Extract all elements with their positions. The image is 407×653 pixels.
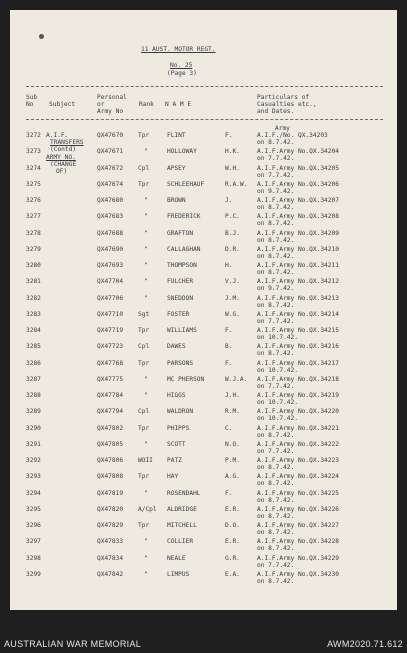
row-sub-no: 3288 [26, 392, 41, 399]
row-initials: E.R. [225, 505, 240, 513]
row-particulars-date: on 8.7.42. [257, 301, 295, 309]
subject-note-contd: (Contd) [50, 146, 77, 153]
row-initials: B. [225, 343, 233, 351]
row-sub-no: 3298 [26, 554, 41, 562]
row-particulars-date: on 8.7.42. [257, 464, 295, 471]
row-initials: R.A.W. [225, 180, 248, 188]
row-particulars-date: on 8.7.42. [257, 220, 295, 228]
row-rank: " [144, 262, 148, 269]
row-particulars: A.I.F.Army No.QX.34230 [257, 570, 339, 578]
row-surname: WILLIAMS [167, 327, 197, 334]
col-sub-label-1: Sub [26, 94, 38, 101]
row-particulars-date: on 10.7.42. [257, 366, 298, 374]
page-indicator: (Page 3) [167, 70, 197, 77]
col-army-label-1: Personal [97, 94, 127, 101]
row-surname: LIMPUS [167, 570, 190, 578]
subject-note-of: OF) [56, 168, 68, 175]
row-rank: Tpr [138, 473, 150, 481]
row-surname: THOMPSON [167, 262, 197, 269]
row-surname: HIGGS [167, 392, 186, 399]
row-rank: Tpr [138, 359, 150, 367]
row-army-no: QX47683 [97, 213, 124, 221]
row-army-no: QX47723 [97, 343, 124, 351]
row-particulars: A.I.F.Army No.QX.34215 [257, 327, 339, 334]
header-rule-bottom [26, 119, 383, 120]
row-initials: H. [225, 262, 233, 269]
row-rank: " [144, 440, 148, 448]
row-particulars: A.I.F.Army No.QX.34206 [257, 180, 339, 188]
row-particulars: A.I.F.Army No.QX.34207 [257, 197, 339, 204]
row-initials: J. [225, 197, 233, 204]
row-initials: F. [225, 327, 233, 334]
row-rank: Tpr [138, 132, 150, 139]
row-sub-no: 3293 [26, 473, 41, 481]
row-rank: Tpr [138, 522, 150, 529]
col-rank-label: Rank [139, 101, 154, 108]
row-surname: DAWES [167, 343, 186, 351]
row-particulars-date: on 10.7.42. [257, 334, 298, 341]
row-sub-no: 3292 [26, 457, 41, 464]
row-initials: F. [225, 359, 233, 367]
row-sub-no: 3282 [26, 294, 41, 302]
row-particulars-date: on 7.7.42. [257, 447, 295, 455]
row-particulars-date: on 8.7.42. [257, 480, 295, 488]
row-particulars-date: on 8.7.42. [257, 236, 295, 244]
row-rank: " [144, 392, 148, 399]
subject-note-change: (CHANGE [50, 161, 77, 168]
footer-accession-number: AWM2020.71.612 [327, 639, 403, 649]
row-particulars-date: on 8.7.42. [257, 139, 295, 146]
row-initials: F. [225, 132, 233, 139]
row-surname: FLINT [167, 132, 186, 139]
col-sub-label-2: No [26, 101, 34, 108]
row-surname: CALLAGHAN [167, 245, 201, 253]
row-army-no: QX47802 [97, 424, 124, 432]
row-sub-no: 3291 [26, 440, 41, 448]
row-sub-no: 3274 [26, 164, 41, 172]
document-sheet [10, 10, 397, 610]
col-name-label: N A M E [165, 101, 192, 108]
row-army-no: QX47670 [97, 132, 124, 139]
row-army-no: QX47671 [97, 148, 124, 156]
row-army-no: QX47819 [97, 489, 124, 497]
row-sub-no: 3299 [26, 570, 41, 578]
row-sub-no: 3278 [26, 229, 41, 237]
row-rank: " [144, 538, 148, 546]
row-army-no: QX47719 [97, 327, 124, 334]
row-initials: B.J. [225, 229, 240, 237]
row-particulars: A.I.F.Army No.QX.34204 [257, 148, 339, 156]
row-sub-no: 3272 [26, 132, 41, 139]
row-rank: Tpr [138, 327, 150, 334]
row-particulars: A.I.F.Army No.QX.34225 [257, 489, 339, 497]
row-army-no: QX47672 [97, 164, 124, 172]
row-surname: GRAFTON [167, 229, 194, 237]
row-sub-no: 3294 [26, 489, 41, 497]
row-army-no: QX47829 [97, 522, 124, 529]
row-rank: " [144, 554, 148, 562]
footer-institution: AUSTRALIAN WAR MEMORIAL [4, 639, 142, 649]
row-rank: " [144, 278, 148, 286]
row-rank: Tpr [138, 180, 150, 188]
row-surname: PARSONS [167, 359, 194, 367]
row-sub-no: 3285 [26, 343, 41, 351]
row-initials: D.R. [225, 245, 240, 253]
row-particulars-date: on 7.7.42. [257, 317, 295, 325]
row-army-no: QX47806 [97, 457, 124, 464]
row-particulars: A.I.F.Army No.QX.34226 [257, 505, 339, 513]
row-rank: Cpl [138, 343, 150, 351]
row-particulars: A.I.F.Army No.QX.34205 [257, 164, 339, 172]
col-army-label-2: or [97, 101, 105, 108]
row-initials: A.G. [225, 473, 240, 481]
col-subject-label: Subject [49, 101, 76, 108]
row-army-no: QX47834 [97, 554, 124, 562]
row-particulars-date: on 7.7.42. [257, 561, 295, 569]
row-sub-no: 3283 [26, 310, 41, 318]
row-sub-no: 3277 [26, 213, 41, 221]
row-particulars-date: on 7.7.42. [257, 382, 295, 390]
row-army-no: QX47775 [97, 375, 124, 383]
row-particulars: A.I.F.Army No.QX.34220 [257, 408, 339, 416]
army-header-note: Army [275, 125, 290, 132]
row-initials: C. [225, 424, 233, 432]
row-army-no: QX47706 [97, 294, 124, 302]
row-particulars-date: on 10.7.42. [257, 415, 298, 423]
row-particulars: A.I.F.Army No.QX.34214 [257, 310, 339, 318]
row-rank: " [144, 148, 148, 156]
row-surname: BROWN [167, 197, 186, 204]
row-surname: NEALE [167, 554, 186, 562]
row-particulars-date: on 8.7.42. [257, 496, 295, 504]
row-particulars: A.I.F.Army No.QX.34212 [257, 278, 339, 286]
row-particulars: A.I.F./No. QX.34203 [257, 132, 328, 139]
row-particulars: A.I.F.Army No.QX.34221 [257, 424, 339, 432]
row-particulars-date: on 8.7.42. [257, 529, 295, 536]
row-rank: " [144, 294, 148, 302]
row-particulars: A.I.F.Army No.QX.34229 [257, 554, 339, 562]
row-particulars-date: on 8.7.42. [257, 204, 295, 211]
subject-note-transfers: TRANSFERS [50, 139, 84, 146]
row-army-no: QX47693 [97, 262, 124, 269]
row-army-no: QX47710 [97, 310, 124, 318]
row-initials: V.J. [225, 278, 240, 286]
row-initials: W.H. [225, 164, 240, 172]
row-surname: MC PHERSON [167, 375, 205, 383]
row-initials: F. [225, 489, 233, 497]
row-initials: W.G. [225, 310, 240, 318]
row-army-no: QX47674 [97, 180, 124, 188]
row-initials: D.O. [225, 522, 240, 529]
row-particulars: A.I.F.Army No.QX.34216 [257, 343, 339, 351]
row-rank: WOII [138, 457, 153, 464]
row-particulars-date: on 8.7.42. [257, 577, 295, 585]
row-surname: PHIPPS [167, 424, 190, 432]
row-particulars-date: on 8.7.42. [257, 269, 295, 276]
row-surname: FOSTER [167, 310, 190, 318]
row-sub-no: 3289 [26, 408, 41, 416]
row-army-no: QX47784 [97, 392, 124, 399]
row-particulars: A.I.F.Army No.QX.34217 [257, 359, 339, 367]
row-initials: R.M. [225, 408, 240, 416]
row-rank: " [144, 213, 148, 221]
row-surname: APSEY [167, 164, 186, 172]
col-army-label-3: Army No [97, 108, 124, 115]
row-army-no: QX47808 [97, 473, 124, 481]
row-particulars: A.I.F.Army No.QX.34224 [257, 473, 339, 481]
row-surname: MITCHELL [167, 522, 197, 529]
row-initials: G.R. [225, 554, 240, 562]
row-rank: Cpl [138, 408, 150, 416]
row-rank: " [144, 245, 148, 253]
row-sub-no: 3276 [26, 197, 41, 204]
row-initials: H.K. [225, 148, 240, 156]
row-particulars-date: on 9.7.42. [257, 285, 295, 293]
row-army-no: QX47842 [97, 570, 124, 578]
punch-hole [39, 34, 44, 39]
row-sub-no: 3290 [26, 424, 41, 432]
row-sub-no: 3287 [26, 375, 41, 383]
row-particulars: A.I.F.Army No.QX.34227 [257, 522, 339, 529]
subject-note-aif: A.I.F. [46, 132, 69, 139]
row-particulars: A.I.F.Army No.QX.34222 [257, 440, 339, 448]
col-particulars-label-1: Particulars of [257, 94, 310, 101]
row-surname: ROSENDAHL [167, 489, 201, 497]
row-initials: W.J.A. [225, 375, 248, 383]
row-particulars-date: on 8.7.42. [257, 431, 295, 439]
row-particulars: A.I.F.Army No.QX.34210 [257, 245, 339, 253]
row-surname: PATZ [167, 457, 182, 464]
row-surname: SNEDDON [167, 294, 194, 302]
row-rank: " [144, 197, 148, 204]
row-particulars: A.I.F.Army No.QX.34209 [257, 229, 339, 237]
row-surname: HOLLOWAY [167, 148, 197, 156]
row-army-no: QX47820 [97, 505, 124, 513]
row-rank: Tpr [138, 424, 150, 432]
row-initials: P.M. [225, 457, 240, 464]
row-particulars: A.I.F.Army No.QX.34208 [257, 213, 339, 221]
row-rank: " [144, 375, 148, 383]
row-initials: E.R. [225, 538, 240, 546]
row-sub-no: 3280 [26, 262, 41, 269]
row-army-no: QX47680 [97, 197, 124, 204]
row-army-no: QX47794 [97, 408, 124, 416]
row-army-no: QX47805 [97, 440, 124, 448]
row-rank: Sgt [138, 310, 150, 318]
row-initials: E.A. [225, 570, 240, 578]
row-particulars: A.I.F.Army No.QX.34228 [257, 538, 339, 546]
row-sub-no: 3286 [26, 359, 41, 367]
row-initials: J.H. [225, 392, 240, 399]
row-sub-no: 3273 [26, 148, 41, 156]
row-particulars-date: on 8.7.42. [257, 545, 295, 553]
subject-note-army-no: ARMY NO. [46, 154, 76, 161]
row-rank: A/Cpl [138, 505, 157, 513]
document-number: No. 25 [170, 62, 193, 69]
row-particulars-date: on 7.7.42. [257, 155, 295, 163]
row-sub-no: 3275 [26, 180, 41, 188]
row-surname: SCHLEEHAUF [167, 180, 205, 188]
row-particulars: A.I.F.Army No.QX.34213 [257, 294, 339, 302]
row-particulars: A.I.F.Army No.QX.34218 [257, 375, 339, 383]
row-particulars-date: on 7.7.42. [257, 171, 295, 179]
row-surname: SCOTT [167, 440, 186, 448]
row-surname: COLLIER [167, 538, 194, 546]
row-army-no: QX47768 [97, 359, 124, 367]
row-rank: " [144, 570, 148, 578]
row-initials: J.M. [225, 294, 240, 302]
row-sub-no: 3296 [26, 522, 41, 529]
row-particulars-date: on 9.7.42. [257, 187, 295, 195]
row-particulars-date: on 8.7.42. [257, 350, 295, 358]
row-particulars: A.I.F.Army No.QX.34223 [257, 457, 339, 464]
row-particulars: A.I.F.Army No.QX.34219 [257, 392, 339, 399]
row-rank: " [144, 489, 148, 497]
row-army-no: QX47704 [97, 278, 124, 286]
col-particulars-label-2: Casualties etc., [257, 101, 317, 108]
row-surname: FREDERICK [167, 213, 201, 221]
footer-bar [0, 612, 407, 653]
row-army-no: QX47833 [97, 538, 124, 546]
row-sub-no: 3297 [26, 538, 41, 546]
col-particulars-label-3: and Dates. [257, 108, 295, 115]
row-army-no: QX47690 [97, 245, 124, 253]
row-army-no: QX47688 [97, 229, 124, 237]
row-sub-no: 3284 [26, 327, 41, 334]
row-particulars: A.I.F.Army No.QX.34211 [257, 262, 339, 269]
document-heading: 11 AUST. MOTOR REGT. [141, 46, 216, 53]
row-rank: Cpl [138, 164, 150, 172]
row-particulars-date: on 10.7.42. [257, 399, 298, 406]
row-surname: WALDRON [167, 408, 194, 416]
row-surname: HAY [167, 473, 179, 481]
row-rank: " [144, 229, 148, 237]
row-particulars-date: on 8.7.42. [257, 252, 295, 260]
row-sub-no: 3279 [26, 245, 41, 253]
header-rule-top [26, 86, 383, 87]
row-sub-no: 3281 [26, 278, 41, 286]
row-surname: ALDRIDGE [167, 505, 197, 513]
row-surname: FULCHER [167, 278, 194, 286]
row-sub-no: 3295 [26, 505, 41, 513]
row-initials: N.O. [225, 440, 240, 448]
row-initials: P.C. [225, 213, 240, 221]
row-particulars-date: on 8.7.42. [257, 512, 295, 520]
